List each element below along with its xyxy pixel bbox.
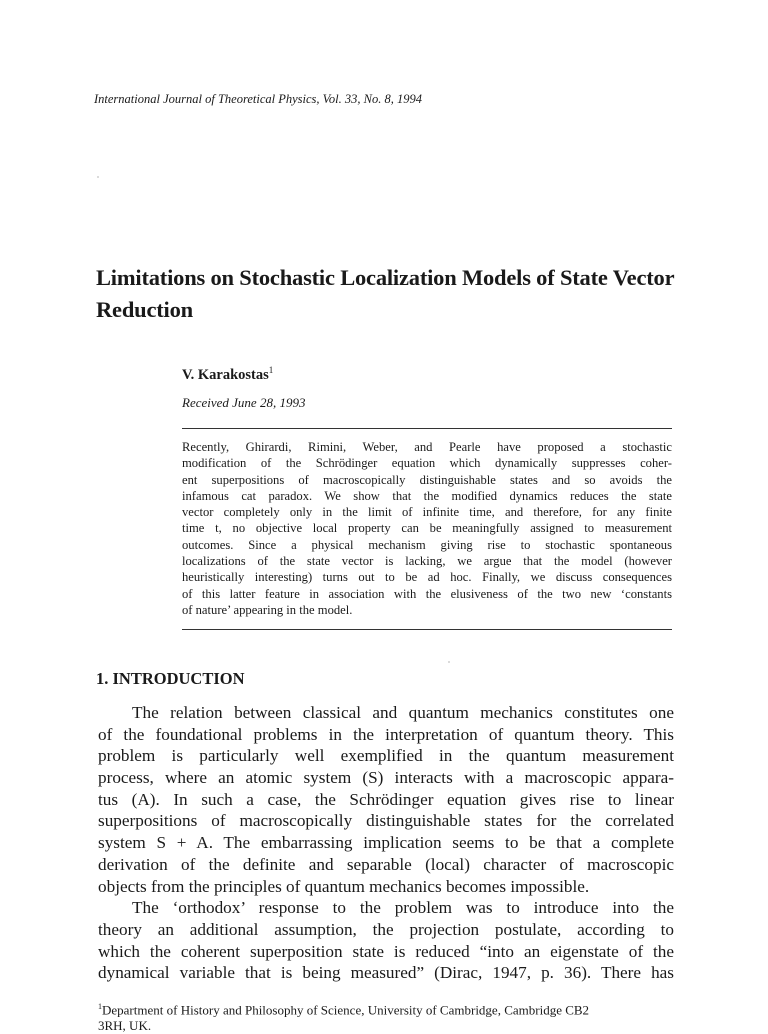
scan-speck [97,176,99,178]
abstract-top-rule [182,428,672,429]
body-line: problem is particularly well exemplified in the quantum measurement [98,746,674,766]
body-line: which the coherent superposition state is reduced “into an eigenstate of the [98,941,674,961]
body-line: system S + A. The embarrassing implication seems to be that a complete [98,833,674,853]
body-line: The ‘orthodox’ response to the problem was to introduce into the [132,898,674,918]
body-line: The relation between classical and quantum mechanics constitutes one [132,703,674,722]
author-footnote-mark: 1 [268,365,274,375]
abstract-line: of this latter feature in association with the elusiveness of the two new ‘constants [182,586,672,601]
abstract-line: localizations of the state vector is lacking, we argue that the model (however [182,554,672,569]
footnote-text: Department of History and Philosophy of Science, University of Cambridge, Cambridge CB2 [102,1002,590,1018]
abstract [182,439,672,618]
body-line: process, where an atomic system (S) interacts with a macroscopic appara- [98,768,674,788]
paper-title: Limitations on Stochastic Localization Models of State Vector Reduction [96,265,674,322]
section-heading: 1. INTRODUCTION [96,669,245,688]
footnote-line: 3RH, UK. [98,1018,152,1034]
body-line: tus (A). In such a case, the Schrödinger equation gives rise to linear [98,789,674,809]
body-line: of the foundational problems in the interpretation of quantum theory. This [98,724,674,744]
scan-speck [448,661,450,663]
abstract-line: time t, no objective local property can be meaningfully assigned to measurement [182,521,672,536]
body-line: objects from the principles of quantum mechanics becomes impossible. [98,876,590,896]
body-line: theory an additional assumption, the projection postulate, according to [98,919,674,939]
body-line: dynamical variable that is being measured” (Dirac, 1947, p. 36). There has [98,963,674,983]
body-line: superpositions of macroscopically distinguishable states for the correlated [98,811,674,831]
abstract-line: outcomes. Since a physical mechanism giving rise to stochastic spontaneous [182,537,672,552]
footnote-line [98,999,688,1018]
introduction-body [98,702,674,984]
body-line: derivation of the definite and separable (local) character of macroscopic [98,854,674,874]
footnote-mark: 1 [98,1002,102,1011]
abstract-line: modification of the Schrödinger equation which dynamically suppresses coher- [182,456,672,471]
footnote [98,999,688,1034]
journal-header: International Journal of Theoretical Physics, Vol. 33, No. 8, 1994 [94,92,422,106]
abstract-line: vector completely only in the limit of infinite time, and therefore, for any finite [182,505,672,520]
abstract-line: ent superpositions of macroscopically distinguishable states and so avoids the [182,472,672,487]
abstract-line: Recently, Ghirardi, Rimini, Weber, and Pearle have proposed a stochastic [182,440,672,454]
abstract-line: of nature’ appearing in the model. [182,602,353,617]
abstract-line: infamous cat paradox. We show that the modified dynamics reduces the state [182,488,672,503]
received-date: Received June 28, 1993 [182,395,306,410]
abstract-line: heuristically interesting) turns out to be ad hoc. Finally, we discuss consequences [182,570,672,585]
abstract-bottom-rule [182,629,672,630]
author-name-text: V. Karakostas [182,366,269,383]
author-name [182,365,273,384]
